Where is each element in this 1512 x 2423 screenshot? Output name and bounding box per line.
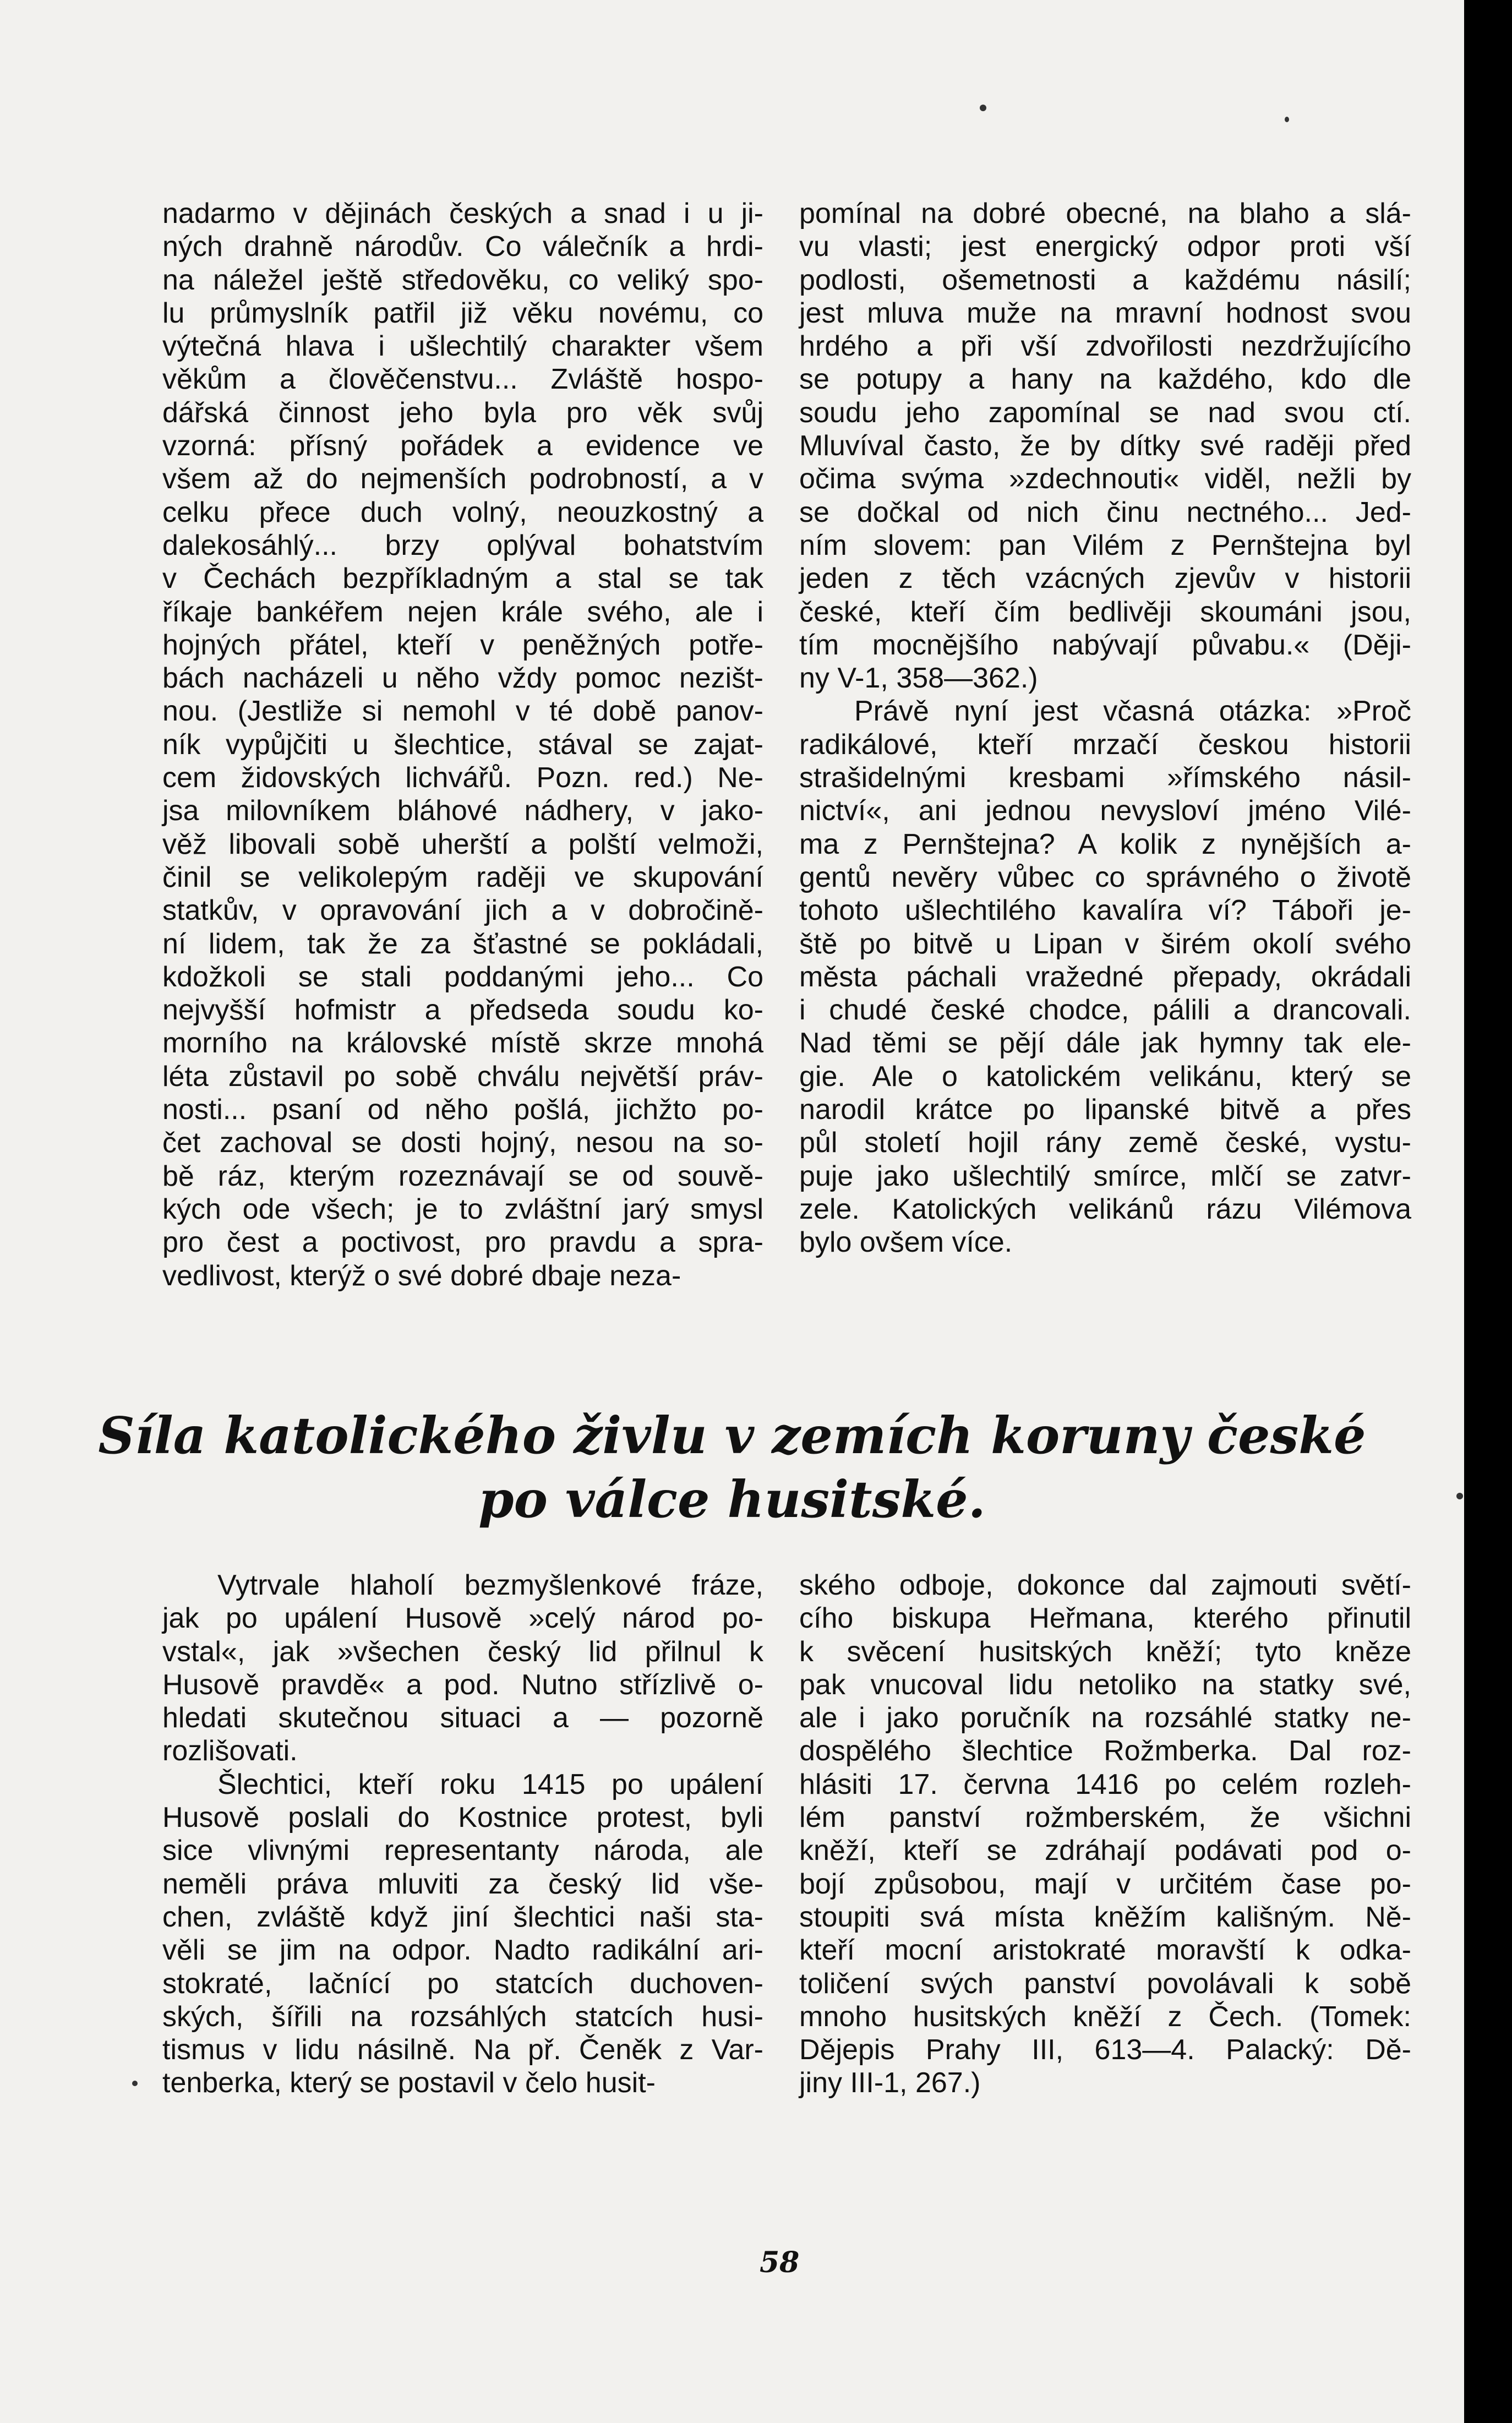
text-line: kněží, kteří se zdráhají podávati pod o- bbox=[799, 1835, 1411, 1867]
text-line: Mluvíval často, že by dítky své raději před bbox=[799, 430, 1411, 462]
text-line: kdožkoli se stali poddanými jeho... Co bbox=[162, 961, 763, 993]
text-line: ského odboje, dokonce dal zajmouti světí- bbox=[799, 1569, 1411, 1601]
article-heading-line1: Síla katolického živlu v zemích koruny české bbox=[98, 1406, 1366, 1465]
text-line: dospělého šlechtice Rožmberka. Dal roz- bbox=[799, 1735, 1411, 1767]
text-line: Vytrvale hlaholí bezmyšlenkové fráze, bbox=[217, 1569, 763, 1601]
text-line: hojných přátel, kteří v peněžných potře- bbox=[162, 629, 763, 661]
text-line: pomínal na dobré obecné, na blaho a slá- bbox=[799, 198, 1411, 230]
text-line: narodil krátce po lipanské bitvě a přes bbox=[799, 1094, 1411, 1126]
text-line: v Čechách bezpříkladným a stal se tak bbox=[162, 563, 763, 595]
article2-left-paragraph-1 bbox=[162, 1569, 763, 1768]
text-line: vstal«, jak »všechen český lid přilnul k bbox=[162, 1635, 763, 1668]
text-line: ním slovem: pan Vilém z Pernštejna byl bbox=[799, 529, 1411, 561]
text-line: neměli práva mluviti za český lid vše- bbox=[162, 1868, 763, 1900]
print-speck bbox=[1285, 117, 1289, 122]
article-heading-line2: po válce husitské. bbox=[478, 1470, 986, 1529]
text-line: očima svýma »zdechnouti« viděl, nežli by bbox=[799, 463, 1411, 495]
text-line: nictví«, ani jednou nevysloví jméno Vilé- bbox=[799, 795, 1411, 827]
article2-left-paragraph-2 bbox=[162, 1768, 763, 2100]
text-line: strašidelnými kresbami »římského násil- bbox=[799, 762, 1411, 794]
text-line: čet zachoval se dosti hojný, nesou na so- bbox=[162, 1127, 763, 1159]
text-line: chen, zvláště když jiní šlechtici naši sta- bbox=[162, 1901, 763, 1933]
text-line: jeden z těch vzácných zjevův v historii bbox=[799, 563, 1411, 595]
text-line: říkaje bankéřem nejen krále svého, ale i bbox=[162, 596, 763, 628]
text-line: cem židovských lichvářů. Pozn. red.) Ne- bbox=[162, 762, 763, 794]
text-line: tohoto ušlechtilého kavalíra ví? Táboři je- bbox=[799, 894, 1411, 927]
text-line: rozlišovati. bbox=[162, 1735, 298, 1767]
text-line: léta zůstavil po sobě chválu největší práv- bbox=[162, 1060, 763, 1093]
text-line: města páchali vražedné přepady, okrádali bbox=[799, 961, 1411, 993]
text-line: Dějepis Prahy III, 613—4. Palacký: Dě- bbox=[799, 2034, 1411, 2066]
text-line: činil se velikolepým raději ve skupování bbox=[162, 861, 763, 893]
text-line: lu průmyslník patřil již věku novému, co bbox=[162, 297, 763, 329]
text-line: hlásiti 17. června 1416 po celém rozleh- bbox=[799, 1768, 1411, 1800]
text-line: věli se jim na odpor. Nadto radikální ari- bbox=[162, 1934, 763, 1967]
article1-left-paragraph bbox=[162, 197, 763, 1292]
text-line: tismus v lidu násilně. Na př. Čeněk z Var- bbox=[162, 2034, 763, 2066]
text-line: statkův, v opravování jich a v dobročině- bbox=[162, 894, 763, 927]
text-line: věkům a člověčenstvu... Zvláště hospo- bbox=[162, 363, 763, 396]
text-line: hledati skutečnou situaci a — pozorně bbox=[162, 1702, 763, 1734]
text-line: bě ráz, kterým rozeznávají se od souvě- bbox=[162, 1160, 763, 1192]
text-line: ště po bitvě u Lipan v širém okolí svého bbox=[799, 927, 1411, 960]
text-line: mnoho husitských kněží z Čech. (Tomek: bbox=[799, 2000, 1411, 2033]
text-line: vu vlasti; jest energický odpor proti vší bbox=[799, 231, 1411, 263]
text-line: věž libovali sobě uherští a polští velmoži, bbox=[162, 828, 763, 860]
text-line: pak vnucoval lidu netoliko na statky své, bbox=[799, 1668, 1411, 1701]
text-line: ných drahně národův. Co válečník a hrdi- bbox=[162, 231, 763, 263]
text-line: ských, šířili na rozsáhlých statcích husi- bbox=[162, 2000, 763, 2033]
text-line: ny V-1, 358—362.) bbox=[799, 662, 1038, 695]
print-speck bbox=[1456, 1493, 1463, 1499]
article2-right-paragraph bbox=[799, 1569, 1411, 2100]
text-line: Šlechtici, kteří roku 1415 po upálení bbox=[217, 1768, 763, 1800]
text-line: zele. Katolických velikánů rázu Vilémova bbox=[799, 1193, 1411, 1225]
print-speck bbox=[980, 105, 986, 111]
text-line: tím mocnějšího nabývají půvabu.« (Ději- bbox=[799, 629, 1411, 661]
print-speck bbox=[132, 2081, 138, 2086]
text-line: toličení svých panství povolávali k sobě bbox=[799, 1967, 1411, 2000]
text-line: sice vlivnými representanty národa, ale bbox=[162, 1835, 763, 1867]
text-line: nou. (Jestliže si nemohl v té době panov- bbox=[162, 695, 763, 728]
text-line: puje jako ušlechtilý smírce, mlčí se zatvr- bbox=[799, 1160, 1411, 1192]
article1-right-paragraph-1 bbox=[799, 197, 1411, 695]
article1-left-column bbox=[162, 197, 763, 1292]
text-line: Husově pravdě« a pod. Nutno střízlivě o- bbox=[162, 1668, 763, 1701]
text-line: radikálové, kteří mrzačí českou historii bbox=[799, 728, 1411, 761]
text-line: kých ode všech; je to zvláštní jarý smysl bbox=[162, 1193, 763, 1225]
text-line: nejvyšší hofmistr a předseda soudu ko- bbox=[162, 994, 763, 1027]
page-number: 58 bbox=[760, 2246, 800, 2279]
text-line: kteří mocní aristokraté moravští k odka- bbox=[799, 1934, 1411, 1967]
text-line: vedlivost, kterýž o své dobré dbaje neza- bbox=[162, 1259, 681, 1292]
text-line: i chudé české chodce, pálili a drancovali. bbox=[799, 994, 1411, 1027]
text-line: gie. Ale o katolickém velikánu, který se bbox=[799, 1060, 1411, 1093]
text-line: bylo ovšem více. bbox=[799, 1226, 1013, 1259]
article1-right-paragraph-2 bbox=[799, 695, 1411, 1259]
text-line: na náležel ještě středověku, co veliký spo- bbox=[162, 264, 763, 296]
text-line: stoupiti svá místa kněžím kališným. Ně- bbox=[799, 1901, 1411, 1933]
article2-right-column bbox=[799, 1569, 1411, 2100]
text-line: půl století hojil rány země české, vystu- bbox=[799, 1127, 1411, 1159]
text-line: lém panství rožmberském, že všichni bbox=[799, 1802, 1411, 1834]
text-line: všem až do nejmenších podrobností, a v bbox=[162, 463, 763, 495]
text-line: ale i jako poručník na rozsáhlé statky ne- bbox=[799, 1702, 1411, 1734]
text-line: české, kteří čím bedlivěji skoumáni jsou, bbox=[799, 596, 1411, 628]
text-line: jiny III-1, 267.) bbox=[799, 2067, 981, 2099]
text-line: vzorná: přísný pořádek a evidence ve bbox=[162, 430, 763, 462]
text-line: soudu jeho zapomínal se nad svou ctí. bbox=[799, 396, 1411, 429]
text-line: ní lidem, tak že za šťastné se pokládali, bbox=[162, 927, 763, 960]
text-line: bách nacházeli u něho vždy pomoc nezišt- bbox=[162, 662, 763, 695]
text-line: jest mluva muže na mravní hodnost svou bbox=[799, 297, 1411, 329]
text-line: cího biskupa Heřmana, kterého přinutil bbox=[799, 1602, 1411, 1635]
text-line: bojí způsobou, mají v určitém čase po- bbox=[799, 1868, 1411, 1900]
text-line: nosti... psaní od něho pošlá, jichžto po- bbox=[162, 1094, 763, 1126]
text-line: výtečná hlava i ušlechtilý charakter všem bbox=[162, 330, 763, 363]
article2-left-column bbox=[162, 1569, 763, 2100]
text-line: dářská činnost jeho byla pro věk svůj bbox=[162, 396, 763, 429]
text-line: gentů nevěry vůbec co správného o životě bbox=[799, 861, 1411, 893]
text-line: nadarmo v dějinách českých a snad i u ji- bbox=[162, 198, 763, 230]
text-line: Husově poslali do Kostnice protest, byli bbox=[162, 1802, 763, 1834]
text-line: tenberka, který se postavil v čelo husit- bbox=[162, 2067, 656, 2099]
text-line: jsa milovníkem bláhové nádhery, v jako- bbox=[162, 795, 763, 827]
text-line: se dočkal od nich činu nectného... Jed- bbox=[799, 496, 1411, 528]
text-line: hrdého a při vší zdvořilosti nezdržujícího bbox=[799, 330, 1411, 363]
text-line: jak po upálení Husově »celý národ po- bbox=[162, 1602, 763, 1635]
text-line: Nad těmi se pějí dále jak hymny tak ele- bbox=[799, 1027, 1411, 1060]
text-line: Právě nyní jest včasná otázka: »Proč bbox=[854, 695, 1411, 728]
text-line: celku přece duch volný, neouzkostný a bbox=[162, 496, 763, 528]
text-line: ma z Pernštejna? A kolik z nynějších a- bbox=[799, 828, 1411, 860]
text-line: dalekosáhlý... brzy oplýval bohatstvím bbox=[162, 529, 763, 561]
text-line: stokraté, lačnící po statcích duchoven- bbox=[162, 1967, 763, 2000]
text-line: morního na královské místě skrze mnohá bbox=[162, 1027, 763, 1060]
text-line: k svěcení husitských kněží; tyto kněze bbox=[799, 1635, 1411, 1668]
text-line: podlosti, ošemetnosti a každému násilí; bbox=[799, 264, 1411, 296]
text-line: ník vypůjčiti u šlechtice, stával se zajat- bbox=[162, 728, 763, 761]
text-line: pro čest a poctivost, pro pravdu a spra- bbox=[162, 1226, 763, 1259]
article1-right-column bbox=[799, 197, 1411, 1259]
text-line: se potupy a hany na každého, kdo dle bbox=[799, 363, 1411, 396]
